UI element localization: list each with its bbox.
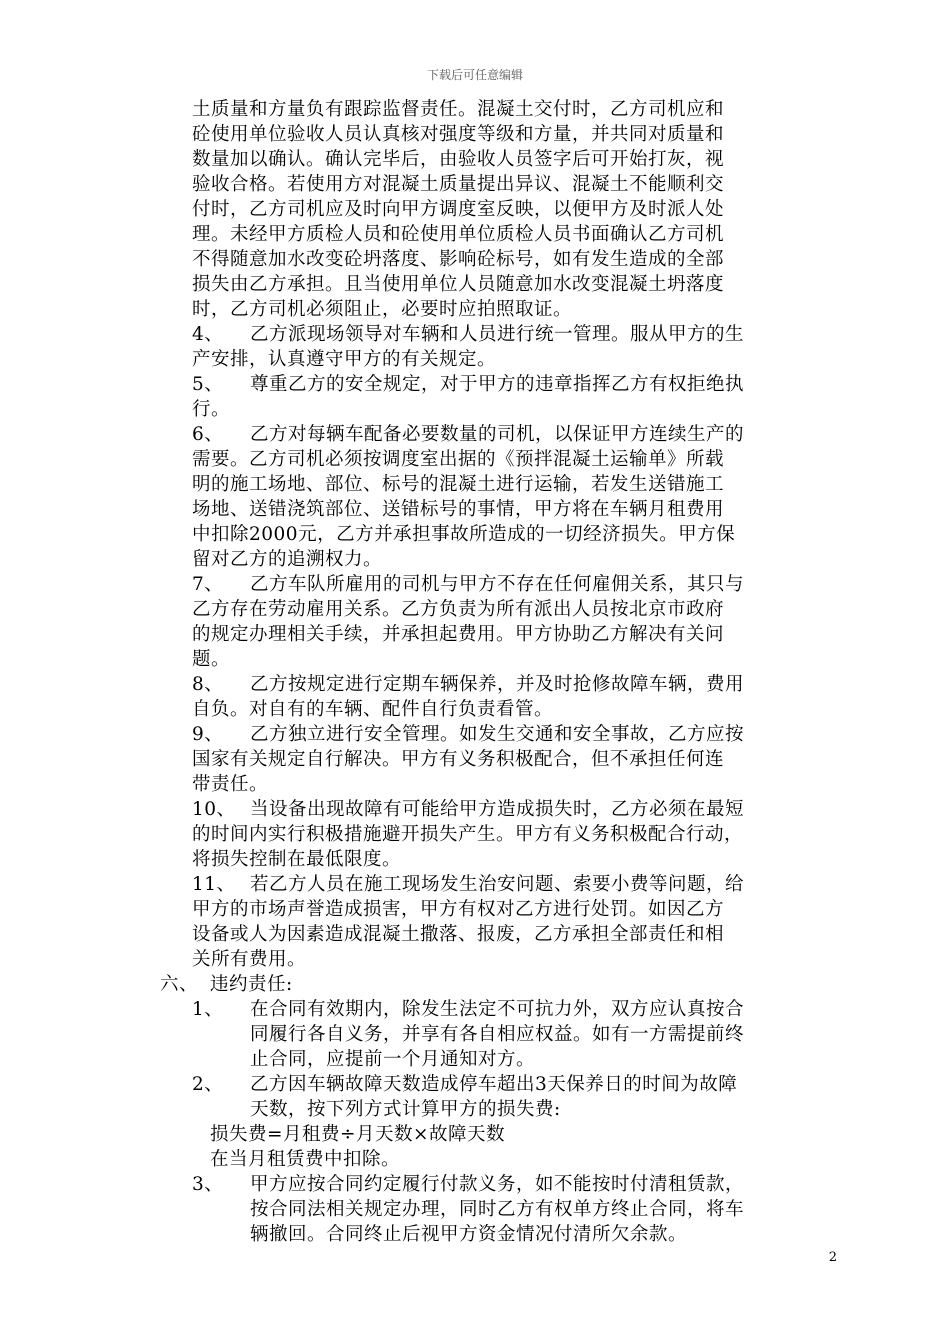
clause-item <box>192 797 842 872</box>
breach-clause-3 <box>192 1172 842 1247</box>
clause-first-line: 尊重乙方的安全规定，对于甲方的违章指挥乙方有权拒绝执 <box>250 374 745 395</box>
clause-number: 2、 <box>192 1074 224 1095</box>
text-line: 在合同有效期内，除发生法定不可抗力外，双方应认真按合 <box>250 999 745 1020</box>
text-line: 国家有关规定自行解决。甲方有义务积极配合，但不承担任何连 <box>192 749 725 770</box>
text-line: 验收合格。若使用方对混凝土质量提出异议、混凝土不能顺利交 <box>192 174 725 195</box>
clause-item <box>192 372 842 422</box>
clause-number: 7、 <box>192 574 224 595</box>
text-line: 甲方应按合同约定履行付款义务，如不能按时付清租赁款， <box>250 1174 745 1195</box>
text-line: 土质量和方量负有跟踪监督责任。混凝土交付时，乙方司机应和 <box>192 99 725 120</box>
clause-first-line: 当设备出现故障有可能给甲方造成损失时，乙方必须在最短 <box>250 799 745 820</box>
clause-first-line: 乙方车队所雇用的司机与甲方不存在任何雇佣关系，其只与 <box>250 574 745 595</box>
text-line: 将损失控制在最低限度。 <box>192 849 402 870</box>
clause-item <box>192 572 842 672</box>
formula-line: 损失费=月租费÷月天数×故障天数 <box>210 1124 506 1145</box>
text-line: 砼使用单位验收人员认真核对强度等级和方量，并共同对质量和 <box>192 124 725 145</box>
clause-first-line: 乙方按规定进行定期车辆保养，并及时抢修故障车辆，费用 <box>250 674 745 695</box>
clause-first-line: 乙方独立进行安全管理。如发生交通和安全事故，乙方应按 <box>250 724 745 745</box>
clause-number: 5、 <box>192 374 224 395</box>
intro-paragraph <box>192 97 842 322</box>
text-line: 数量加以确认。确认完毕后，由验收人员签字后可开始打灰，视 <box>192 149 725 170</box>
clause-number: 8、 <box>192 674 224 695</box>
page-header: 下载后可任意编辑 <box>426 68 523 82</box>
text-line: 不得随意加水改变砼坍落度、影响砼标号，如有发生造成的全部 <box>192 249 725 270</box>
text-line: 设备或人为因素造成混凝土撒落、报废，乙方承担全部责任和相 <box>192 924 725 945</box>
clause-number: 1、 <box>192 999 224 1020</box>
text-line: 行。 <box>192 399 231 420</box>
clause-item <box>192 672 842 722</box>
text-line: 题。 <box>192 649 231 670</box>
text-line: 的规定办理相关手续，并承担起费用。甲方协助乙方解决有关问 <box>192 624 725 645</box>
text-line: 的时间内实行积极措施避开损失产生。甲方有义务积极配合行动， <box>192 824 744 845</box>
text-line: 止合同，应提前一个月通知对方。 <box>250 1049 536 1070</box>
text-line: 关所有费用。 <box>192 949 307 970</box>
clause-first-line: 乙方对每辆车配备必要数量的司机，以保证甲方连续生产的 <box>250 424 745 445</box>
clause-number: 9、 <box>192 724 224 745</box>
clause-list <box>192 322 842 972</box>
clause-number: 4、 <box>192 324 224 345</box>
text-line: 自负。对自有的车辆、配件自行负责看管。 <box>192 699 554 720</box>
section-heading <box>160 972 842 997</box>
deduct-line: 在当月租赁费中扣除。 <box>210 1149 401 1170</box>
clause-first-line: 若乙方人员在施工现场发生治安问题、索要小费等问题，给 <box>250 874 745 895</box>
clause-item <box>192 722 842 797</box>
document-body <box>160 97 842 1247</box>
text-line: 付时，乙方司机应及时向甲方调度室反映，以便甲方及时派人处 <box>192 199 725 220</box>
text-line: 天数，按下列方式计算甲方的损失费: <box>250 1099 561 1120</box>
text-line: 甲方的市场声誉造成损害，甲方有权对乙方进行处罚。如因乙方 <box>192 899 725 920</box>
clause-item <box>192 422 842 572</box>
text-line: 中扣除2000元，乙方并承担事故所造成的一切经济损失。甲方保 <box>192 524 736 545</box>
text-line: 时，乙方司机必须阻止，必要时应拍照取证。 <box>192 299 573 320</box>
text-line: 带责任。 <box>192 774 269 795</box>
breach-clause-1 <box>192 997 842 1072</box>
text-line: 场地、送错浇筑部位、送错标号的事情，甲方将在车辆月租费用 <box>192 499 725 520</box>
breach-clause-2 <box>192 1072 842 1122</box>
text-line: 乙方因车辆故障天数造成停车超出3天保养日的时间为故障 <box>250 1074 738 1095</box>
text-line: 损失由乙方承担。且当使用单位人员随意加水改变混凝土坍落度 <box>192 274 725 295</box>
clause-number: 6、 <box>192 424 224 445</box>
text-line: 辆撤回。合同终止后视甲方资金情况付清所欠余款。 <box>250 1224 688 1245</box>
clause-item <box>192 322 842 372</box>
clause-number: 11、 <box>192 874 236 895</box>
text-line: 理。未经甲方质检人员和砼使用单位质检人员书面确认乙方司机 <box>192 224 725 245</box>
section-number: 六、 <box>160 974 199 995</box>
text-line: 需要。乙方司机必须按调度室出据的《预拌混凝土运输单》所载 <box>192 449 725 470</box>
text-line: 乙方存在劳动雇用关系。乙方负责为所有派出人员按北京市政府 <box>192 599 725 620</box>
clause-number: 10、 <box>192 799 236 820</box>
clause-number: 3、 <box>192 1174 224 1195</box>
page-number: 2 <box>828 1250 837 1265</box>
text-line: 按合同法相关规定办理，同时乙方有权单方终止合同，将车 <box>250 1199 745 1220</box>
text-line: 同履行各自义务，并享有各自相应权益。如有一方需提前终 <box>250 1024 745 1045</box>
section-title: 违约责任: <box>210 974 293 995</box>
clause-item <box>192 872 842 972</box>
text-line: 明的施工场地、部位、标号的混凝土进行运输，若发生送错施工 <box>192 474 725 495</box>
text-line: 留对乙方的追溯权力。 <box>192 549 383 570</box>
text-line: 产安排，认真遵守甲方的有关规定。 <box>192 349 497 370</box>
clause-first-line: 乙方派现场领导对车辆和人员进行统一管理。服从甲方的生 <box>250 324 745 345</box>
